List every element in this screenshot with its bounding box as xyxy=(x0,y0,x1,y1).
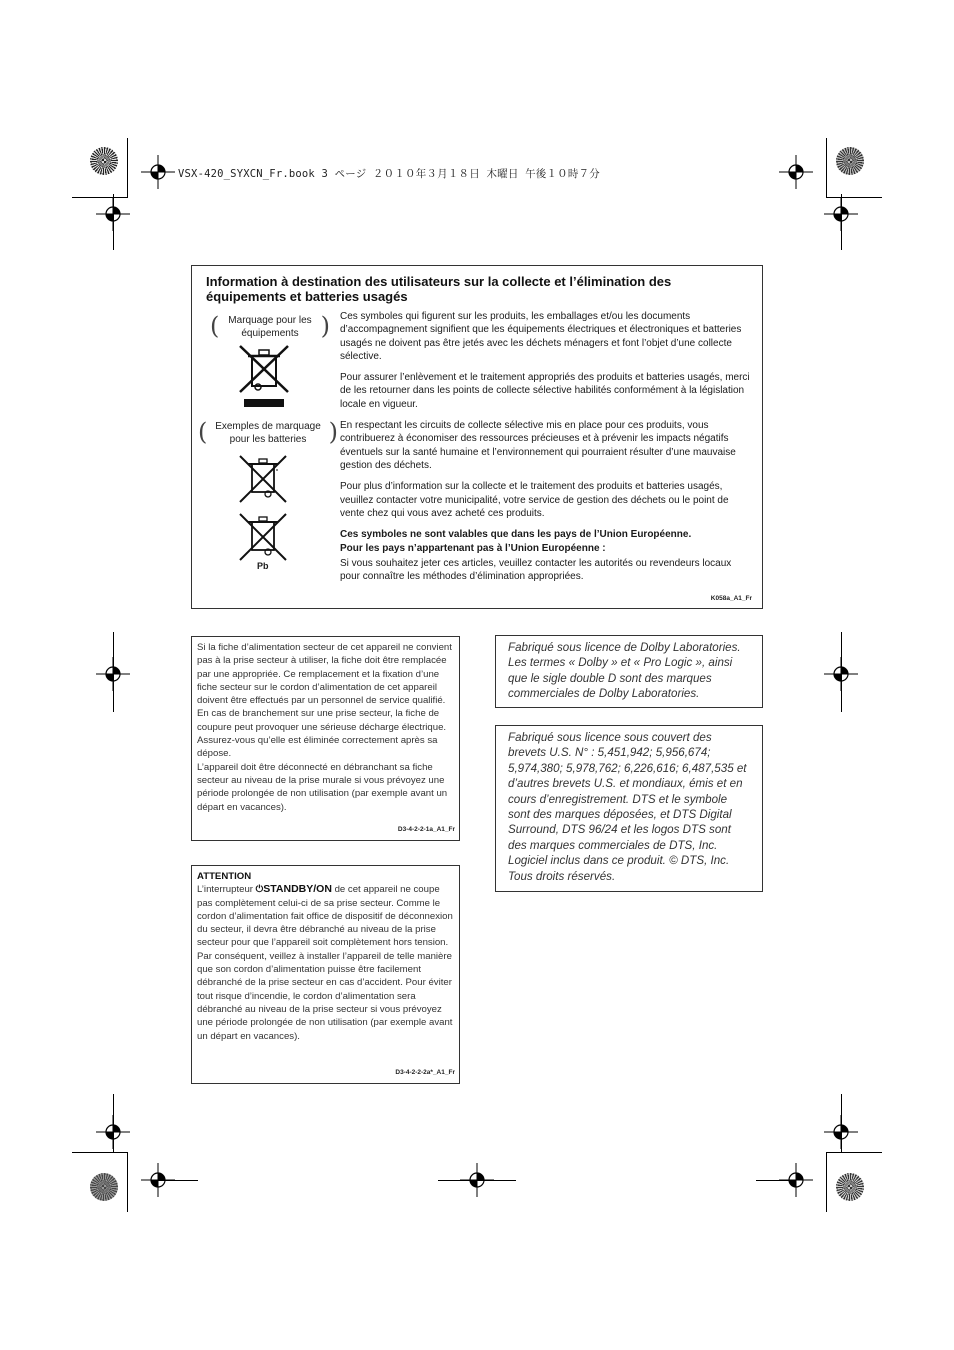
registration-mark-icon xyxy=(96,657,130,691)
registration-mark-icon xyxy=(779,155,813,189)
registration-mark-icon xyxy=(96,1115,130,1149)
registration-mark-icon xyxy=(824,657,858,691)
weee-paragraph: Ces symboles qui figurent sur les produits, les emballages et/ou les documents d’accompagnement signifient que les équipements électriques et électroniques et batteries usagés ne doivent pas être jetés avec les déchets ménagers et font l’objet d’une collecte sélective. xyxy=(340,311,742,362)
plug-notice-text: Si la fiche d’alimentation secteur de cet appareil ne convient pas à la prise secteur à utiliser, la fiche doit être remplacée par une appropriée. Ce remplacement et la fixation d’une fiche secteur sur le cordon d’alimentation de cet appareil doivent être effectués par un personnel de service qualifié. En cas de branchement sur une prise secteur, la fiche de coupure peut provoquer une sérieuse décharge électrique. Assurez-vous qu’elle est éliminée correctement après sa dépose. xyxy=(197,642,452,760)
crossed-bin-battery-icon xyxy=(238,454,290,504)
color-star-icon xyxy=(90,147,118,175)
registration-mark-icon xyxy=(824,197,858,231)
caption-equipment: ( Marquage pour les équipements ) xyxy=(210,312,330,340)
weee-info-box xyxy=(191,265,763,609)
reference-code: D3-4-2-2-1a_A1_Fr xyxy=(397,825,455,833)
color-star-icon xyxy=(836,147,864,175)
registration-mark-icon xyxy=(824,1115,858,1149)
weee-paragraph: En respectant les circuits de collecte sélective mis en place pour ces produits, vous contribuerez à économiser des ressources précieuses et à prévenir les impacts négatifs éventuels sur la santé humaine et l’environnement qui pourraient résulter d’une mauvaise gestion des déchets. xyxy=(340,420,736,471)
standby-on-label: STANDBY/ON xyxy=(263,883,332,896)
weee-title: Information à destination des utilisateurs sur la collecte et l’élimination des équipements et batteries usagés xyxy=(206,274,672,304)
reference-code: K058a_A1_Fr xyxy=(710,595,752,602)
dolby-license-text: Fabriqué sous licence de Dolby Laboratories. Les termes « Dolby » et « Pro Logic », ainsi que le sigle double D sont des marques commerciales de Dolby Laboratories. xyxy=(508,641,741,701)
caption-batteries: ( Exemples de marquage pour les batteries ) xyxy=(198,418,338,446)
plug-disconnect-text: L’appareil doit être déconnecté en débranchant sa fiche secteur au niveau de la prise murale si vous prévoyez une période prolongée de non utilisation (par exemple avant un départ en vacances). xyxy=(197,761,448,813)
attention-heading: ATTENTION xyxy=(197,871,252,882)
non-eu-text: Si vous souhaitez jeter ces articles, veuillez contacter les autorités ou revendeurs locaux pour connaître les méthodes d’élimination appropriées. xyxy=(340,557,732,583)
weee-body xyxy=(340,310,750,591)
power-icon: ⏻ xyxy=(255,884,264,896)
crossed-bin-equipment-icon xyxy=(236,344,292,410)
registration-mark-icon xyxy=(96,197,130,231)
color-star-icon xyxy=(90,1173,118,1201)
dts-license-text: Fabriqué sous licence sous couvert des brevets U.S. N° : 5,451,942; 5,956,674; 5,974,380; 5,978,762; 6,226,616; 6,487,535 et d’autres brevets U.S. et mondiaux, émis et en cours d’enregistrement. DTS et le symbole sont des marques déposées, et DTS Digital Surround, DTS 96/24 et les logos DTS sont des marques commerciales de DTS, Inc. Logiciel inclus dans ce produit. © DTS, Inc. Tous droits réservés. xyxy=(508,731,747,883)
registration-mark-icon xyxy=(141,155,175,189)
battery-chemical-label: Pb xyxy=(257,561,269,571)
crossed-bin-battery-pb-icon xyxy=(238,512,290,562)
color-star-icon xyxy=(836,1173,864,1201)
dolby-license-box xyxy=(495,635,763,708)
plug-notice-box xyxy=(191,636,460,841)
weee-paragraph: Pour plus d’information sur la collecte et le traitement des produits et batteries usagés, veuillez contacter votre municipalité, votre service de gestion des déchets ou le point de vente chez qui vous avez acheté ces produits. xyxy=(340,481,729,519)
dts-license-box xyxy=(495,725,763,892)
file-header-line: VSX-420_SYXCN_Fr.book 3 ページ ２０１０年３月１８日 木曜日 午後１０時７分 xyxy=(178,168,600,180)
reference-code: D3-4-2-2-2a*_A1_Fr xyxy=(395,1068,455,1076)
attention-box xyxy=(191,865,460,1084)
eu-only-note: Ces symboles ne sont valables que dans les pays de l’Union Européenne. xyxy=(340,529,692,541)
weee-paragraph: Pour assurer l’enlèvement et le traitement appropriés des produits et batteries usagés, merci de les retourner dans les points de collecte sélective habilités conformément à la législation locale en vigueur. xyxy=(340,372,750,410)
non-eu-heading: Pour les pays n’appartenant pas à l’Union Européenne : xyxy=(340,543,606,555)
attention-text: L’interrupteur ⏻STANDBY/ON de cet appareil ne coupe pas complètement celui-ci de sa prise secteur. Comme le cordon d’alimentation fait office de dispositif de déconnexion du secteur, il devra être débranché au niveau de la prise secteur pour que l’appareil soit complètement hors tension. Par conséquent, veillez à installer l’appareil de telle manière que son cordon d’alimentation puisse être facilement débranché de la prise secteur en cas d’accident. Pour éviter tout risque d’incendie, le cordon d’alimentation sera débranché au niveau de la prise secteur si vous prévoyez une période prolongée de non utilisation (par exemple avant un départ en vacances). xyxy=(197,883,453,1042)
